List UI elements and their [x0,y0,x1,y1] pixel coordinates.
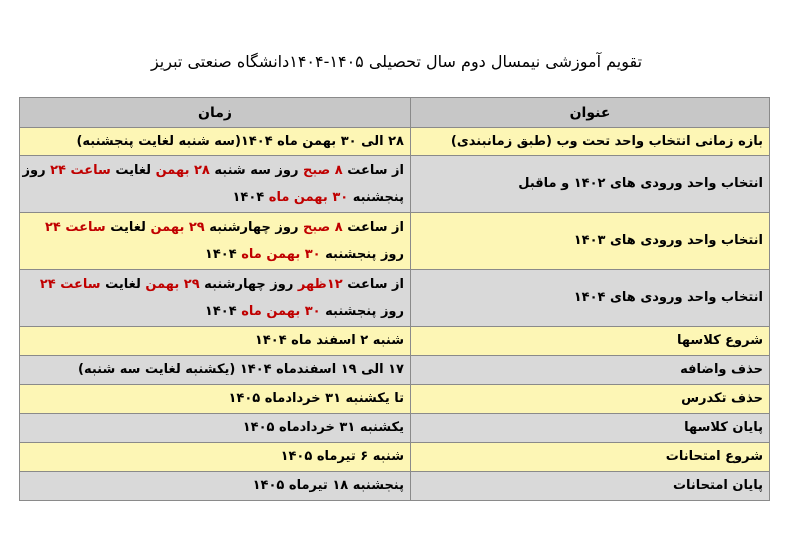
text: ۱۴۰۴ [204,304,242,319]
row-title: حذف تکدرس [411,385,770,414]
table-row [20,213,770,270]
highlight-time: ۸ صبح [302,220,343,235]
column-header-title: عنوان [411,98,770,128]
time-line-1 [22,157,404,184]
text: روز چهارشنبه [199,277,298,292]
row-time [20,270,411,327]
row-time: شنبه ۶ تیرماه ۱۴۰۵ [20,443,411,472]
highlight-time: ۱۲ظهر [297,277,343,292]
row-time [20,156,411,213]
row-time: ۱۷ الی ۱۹ اسفندماه ۱۴۰۴ (یکشنبه لغایت سه شنبه) [20,356,411,385]
row-title: حذف واضافه [411,356,770,385]
text: لغایت [105,220,151,235]
time-line-2 [26,184,404,211]
column-header-time: زمان [20,98,411,128]
highlight-date: ۳۰ بهمن ماه [241,304,321,319]
row-title: شروع امتحانات [411,443,770,472]
row-time: پنجشنبه ۱۸ تیرماه ۱۴۰۵ [20,472,411,501]
highlight-time: ۸ صبح [302,163,343,178]
text: لغایت [100,277,146,292]
text: روز چهارشنبه [204,220,303,235]
row-time: شنبه ۲ اسفند ماه ۱۴۰۴ [20,327,411,356]
text: روز سه شنبه [209,163,303,178]
row-title: انتخاب واحد ورودی های ۱۴۰۴ [411,270,770,327]
table-row [20,128,770,156]
table-row [20,414,770,443]
highlight-time: ساعت ۲۴ [39,277,101,292]
table-row [20,356,770,385]
row-time: تا یکشنبه ۳۱ خردادماه ۱۴۰۵ [20,385,411,414]
text: روز پنجشنبه [320,304,404,319]
row-time: یکشنبه ۳۱ خردادماه ۱۴۰۵ [20,414,411,443]
text: ۱۴۰۴ [232,190,269,205]
highlight-date: ۳۰ بهمن ماه [241,247,321,262]
row-title: شروع کلاسها [411,327,770,356]
row-title: پایان امتحانات [411,472,770,501]
table-row [20,472,770,501]
row-time: ۲۸ الی ۳۰ بهمن ماه ۱۴۰۴(سه شنبه لغایت پنجشنبه) [20,128,411,156]
time-line-1 [26,271,404,298]
time-line-1 [26,214,404,241]
highlight-date: ۳۰ بهمن ماه [268,190,349,205]
row-title: انتخاب واحد ورودی های ۱۴۰۳ [411,213,770,270]
text: از ساعت [342,163,404,178]
table-row [20,270,770,327]
time-line-2 [26,241,404,268]
highlight-date: ۲۹ بهمن [145,277,200,292]
row-title: پایان کلاسها [411,414,770,443]
table-row [20,156,770,213]
text: از ساعت [342,220,404,235]
table-row [20,327,770,356]
academic-calendar-table [19,97,770,501]
highlight-date: ۲۹ بهمن [150,220,205,235]
table-row [20,385,770,414]
text: لغایت [110,163,156,178]
text: روز پنجشنبه [320,247,404,262]
highlight-date: ۲۸ بهمن [155,163,210,178]
table-row [20,443,770,472]
highlight-time: ساعت ۲۴ [44,220,106,235]
page-title: تقویم آموزشی نیمسال دوم سال تحصیلی ۱۴۰۵-۱۴۰۴دانشگاه صنعتی تبریز [150,52,643,71]
text: روز [22,163,51,178]
row-title: بازه زمانی انتخاب واحد تحت وب (طبق زمانبندی) [411,128,770,156]
row-title: انتخاب واحد ورودی های ۱۴۰۲ و ماقبل [411,156,770,213]
time-line-2 [26,298,404,325]
text: ۱۴۰۴ [204,247,242,262]
text: از ساعت [342,277,404,292]
text: پنجشنبه [348,190,404,205]
table-header-row [20,98,770,128]
highlight-time: ساعت ۲۴ [50,163,111,178]
row-time [20,213,411,270]
